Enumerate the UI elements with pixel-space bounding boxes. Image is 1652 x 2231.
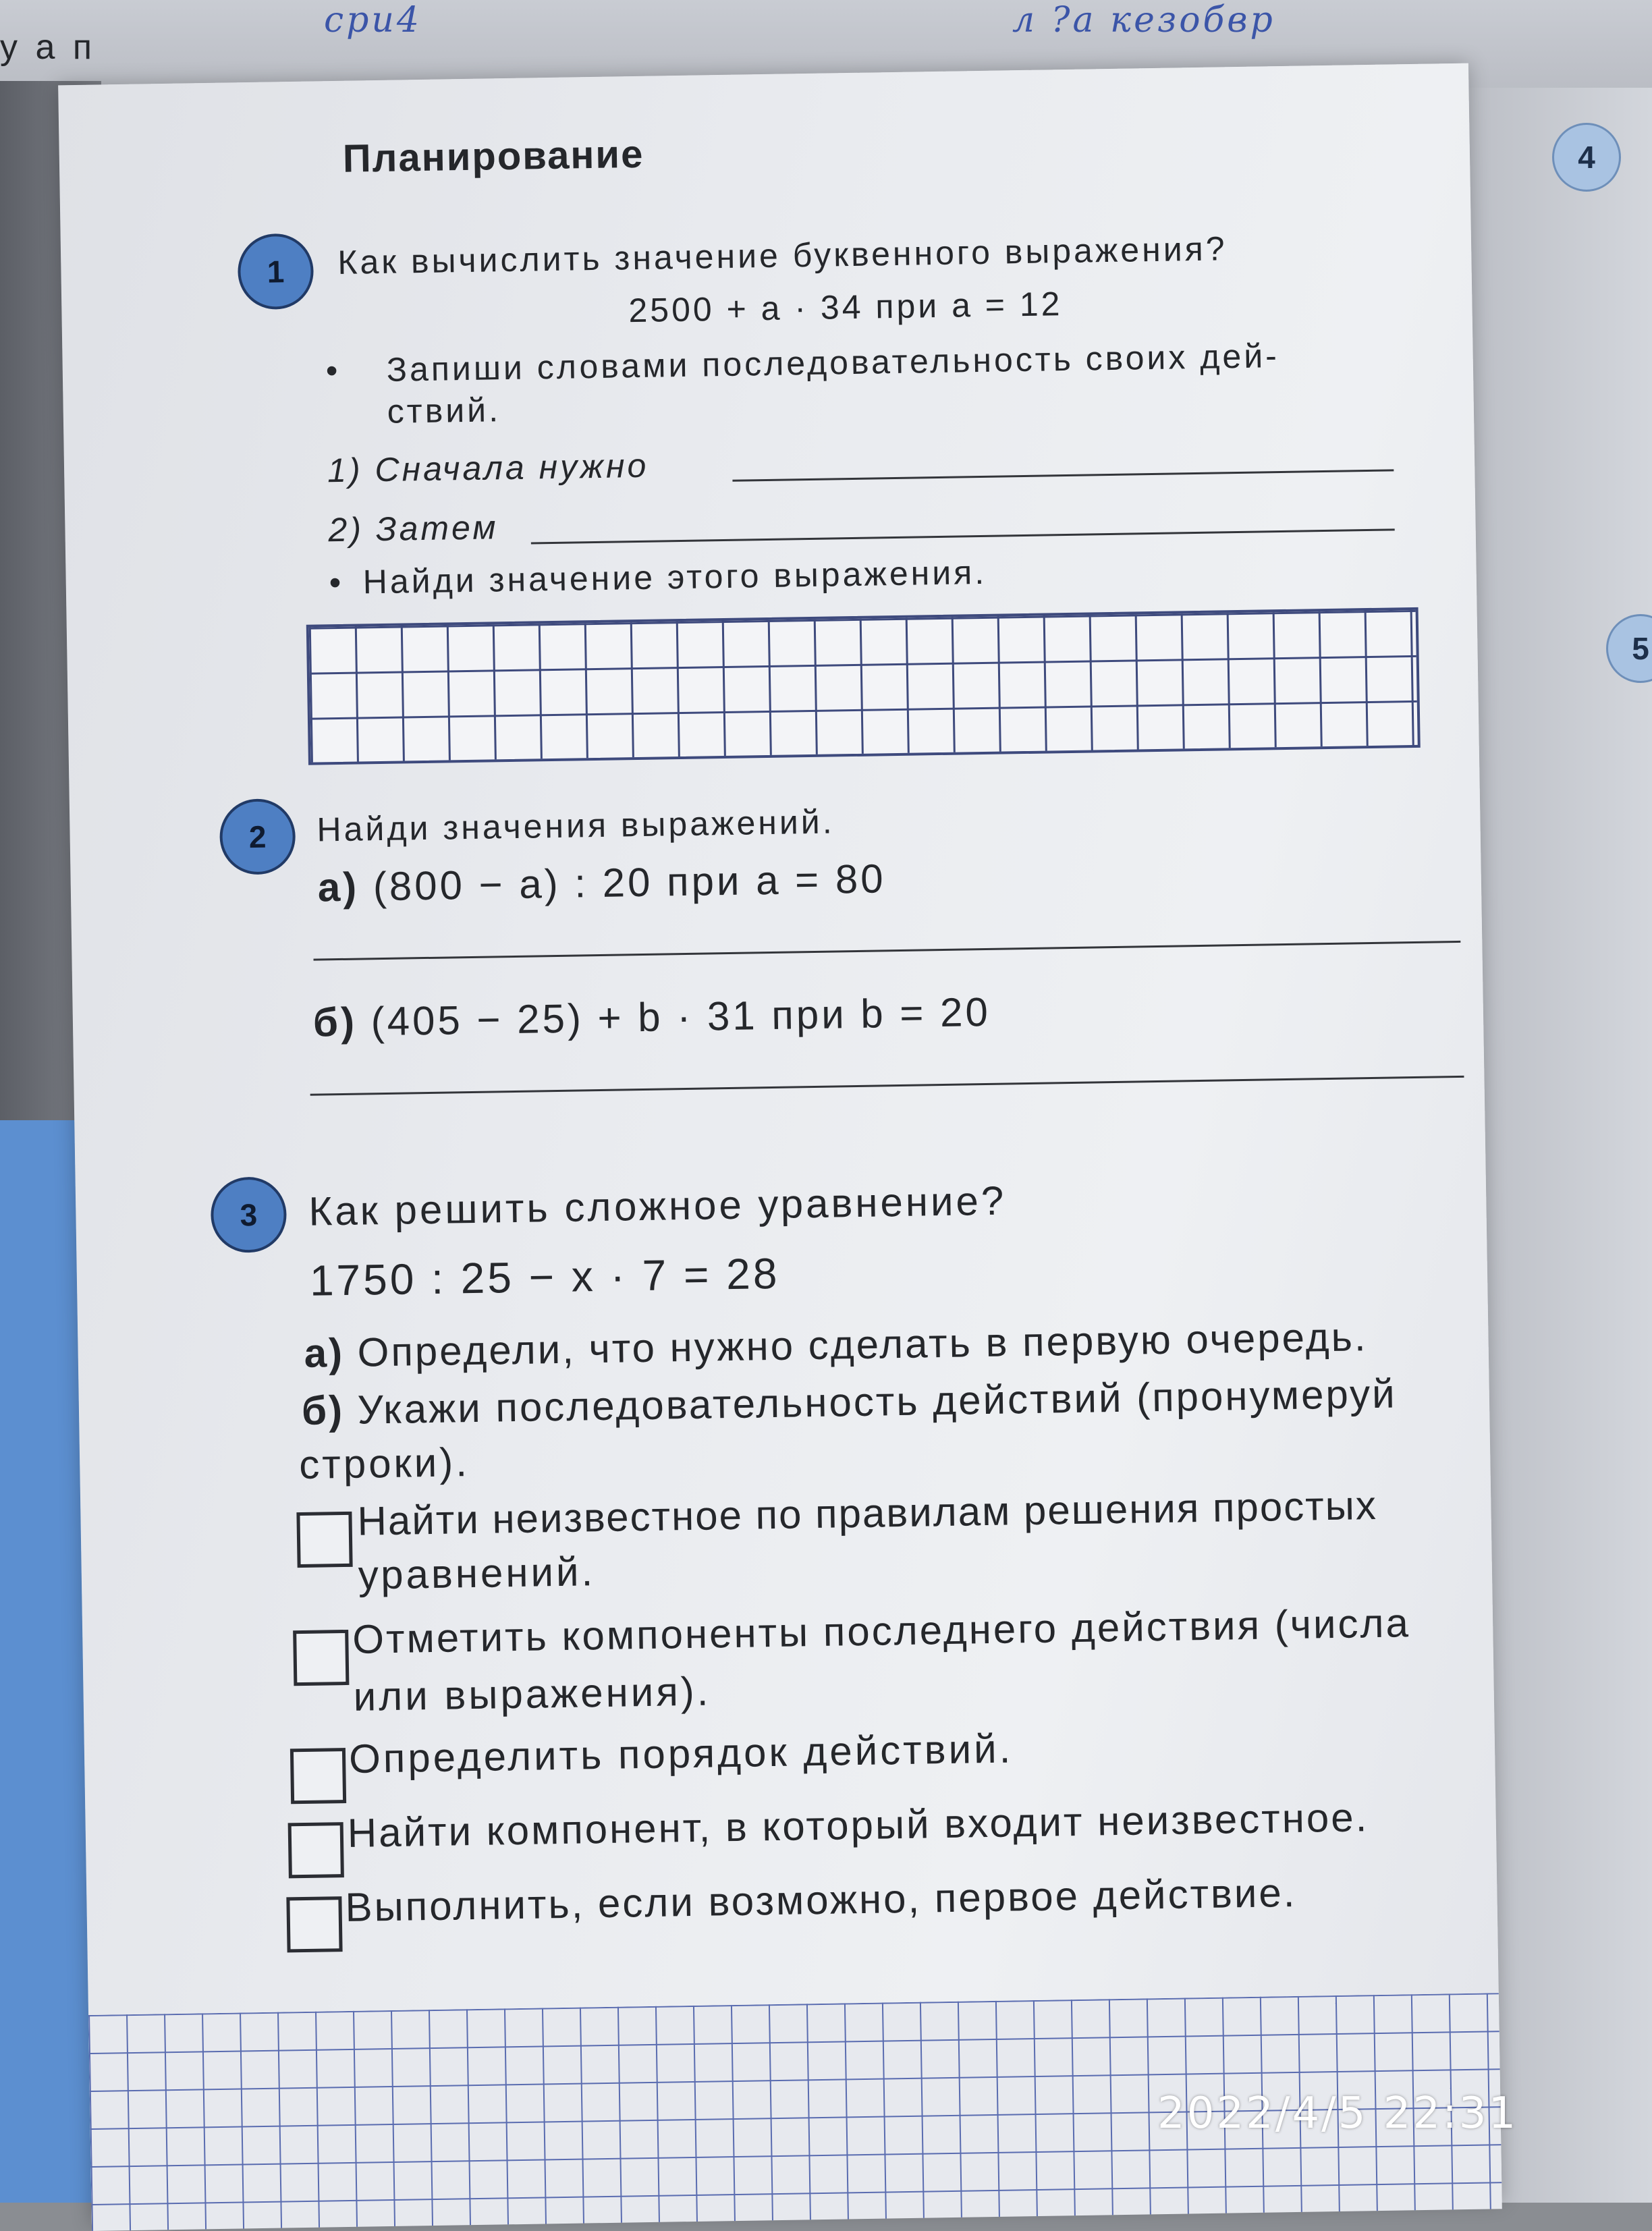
task3-a-label: а) — [304, 1329, 345, 1376]
task1-question: Как вычислить значение буквенного выражения? — [337, 229, 1228, 281]
option-text-cont: уравнений. — [358, 1549, 596, 1598]
bullet-2: • — [329, 563, 344, 602]
task3-item-a — [304, 1313, 1368, 1377]
task1-step2-label: 2) Затем — [328, 508, 499, 549]
order-checkbox[interactable] — [286, 1896, 342, 1952]
option-text-cont: или выражения). — [353, 1668, 711, 1719]
task2-question: Найди значения выражений. — [316, 802, 835, 849]
side-task-badge: 5 — [1606, 614, 1652, 683]
task2-a-expression: (800 − а) : 20 при а = 80 — [373, 856, 887, 910]
task3-question: Как решить сложное уравнение? — [308, 1178, 1007, 1234]
option-text: Найти компонент, в который входит неизвестное. — [347, 1794, 1369, 1856]
task1-instruction: Запиши словами последовательность своих дей- — [386, 337, 1280, 389]
option-text: Выполнить, если возможно, первое действие. — [345, 1869, 1297, 1931]
photo-timestamp: 2022/4/5 22:31 — [1157, 2089, 1518, 2139]
answer-grid[interactable] — [306, 607, 1421, 765]
option-text: Определить порядок действий. — [348, 1726, 1014, 1782]
task3-b-text-cont: строки). — [298, 1439, 470, 1488]
order-checkbox[interactable] — [290, 1748, 346, 1804]
task2-item-b — [312, 989, 991, 1046]
task2-a-label: а) — [317, 864, 360, 910]
page-title: Планирование — [342, 132, 644, 181]
option-text: Найти неизвестное по правилам решения простых — [357, 1482, 1378, 1544]
handwritten-scribble: сри4 — [324, 0, 422, 40]
bullet-1: • — [325, 351, 341, 390]
side-task-badge: 4 — [1552, 123, 1621, 192]
task2-b-label: б) — [312, 999, 358, 1045]
task1-step1-label: 1) Сначала нужно — [327, 446, 649, 490]
task1-expression: 2500 + а · 34 при а = 12 — [628, 285, 1063, 330]
answer-line-a[interactable] — [314, 941, 1461, 961]
task-number-badge: 3 — [211, 1176, 287, 1253]
answer-line-step2[interactable] — [531, 528, 1395, 544]
task-number-badge: 1 — [238, 233, 314, 310]
order-checkbox[interactable] — [296, 1512, 352, 1568]
task3-b-label: б) — [301, 1387, 345, 1433]
task3-b-text: Укажи последовательность действий (пронумеруй — [357, 1371, 1398, 1433]
order-checkbox[interactable] — [288, 1822, 344, 1878]
answer-line-b[interactable] — [310, 1076, 1464, 1096]
task1-find-value: Найди значение этого выражения. — [362, 553, 987, 601]
background-text: у а п — [0, 28, 96, 67]
task2-item-a — [317, 855, 886, 910]
task3-a-text: Определи, что нужно сделать в первую очередь. — [357, 1314, 1369, 1375]
task3-item-b — [301, 1371, 1397, 1434]
task-number-badge: 2 — [219, 798, 296, 875]
answer-line-step1[interactable] — [732, 469, 1394, 481]
task2-b-expression: (405 − 25) + b · 31 при b = 20 — [370, 989, 991, 1045]
handwritten-scribble: л ?а кезобвр — [1012, 0, 1275, 40]
task3-equation: 1750 : 25 − x · 7 = 28 — [309, 1248, 780, 1305]
order-checkbox[interactable] — [293, 1630, 349, 1686]
workbook-page — [58, 63, 1502, 2224]
task1-instruction-cont: ствий. — [387, 391, 501, 431]
option-text: Отметить компоненты последнего действия (числа — [352, 1600, 1411, 1662]
